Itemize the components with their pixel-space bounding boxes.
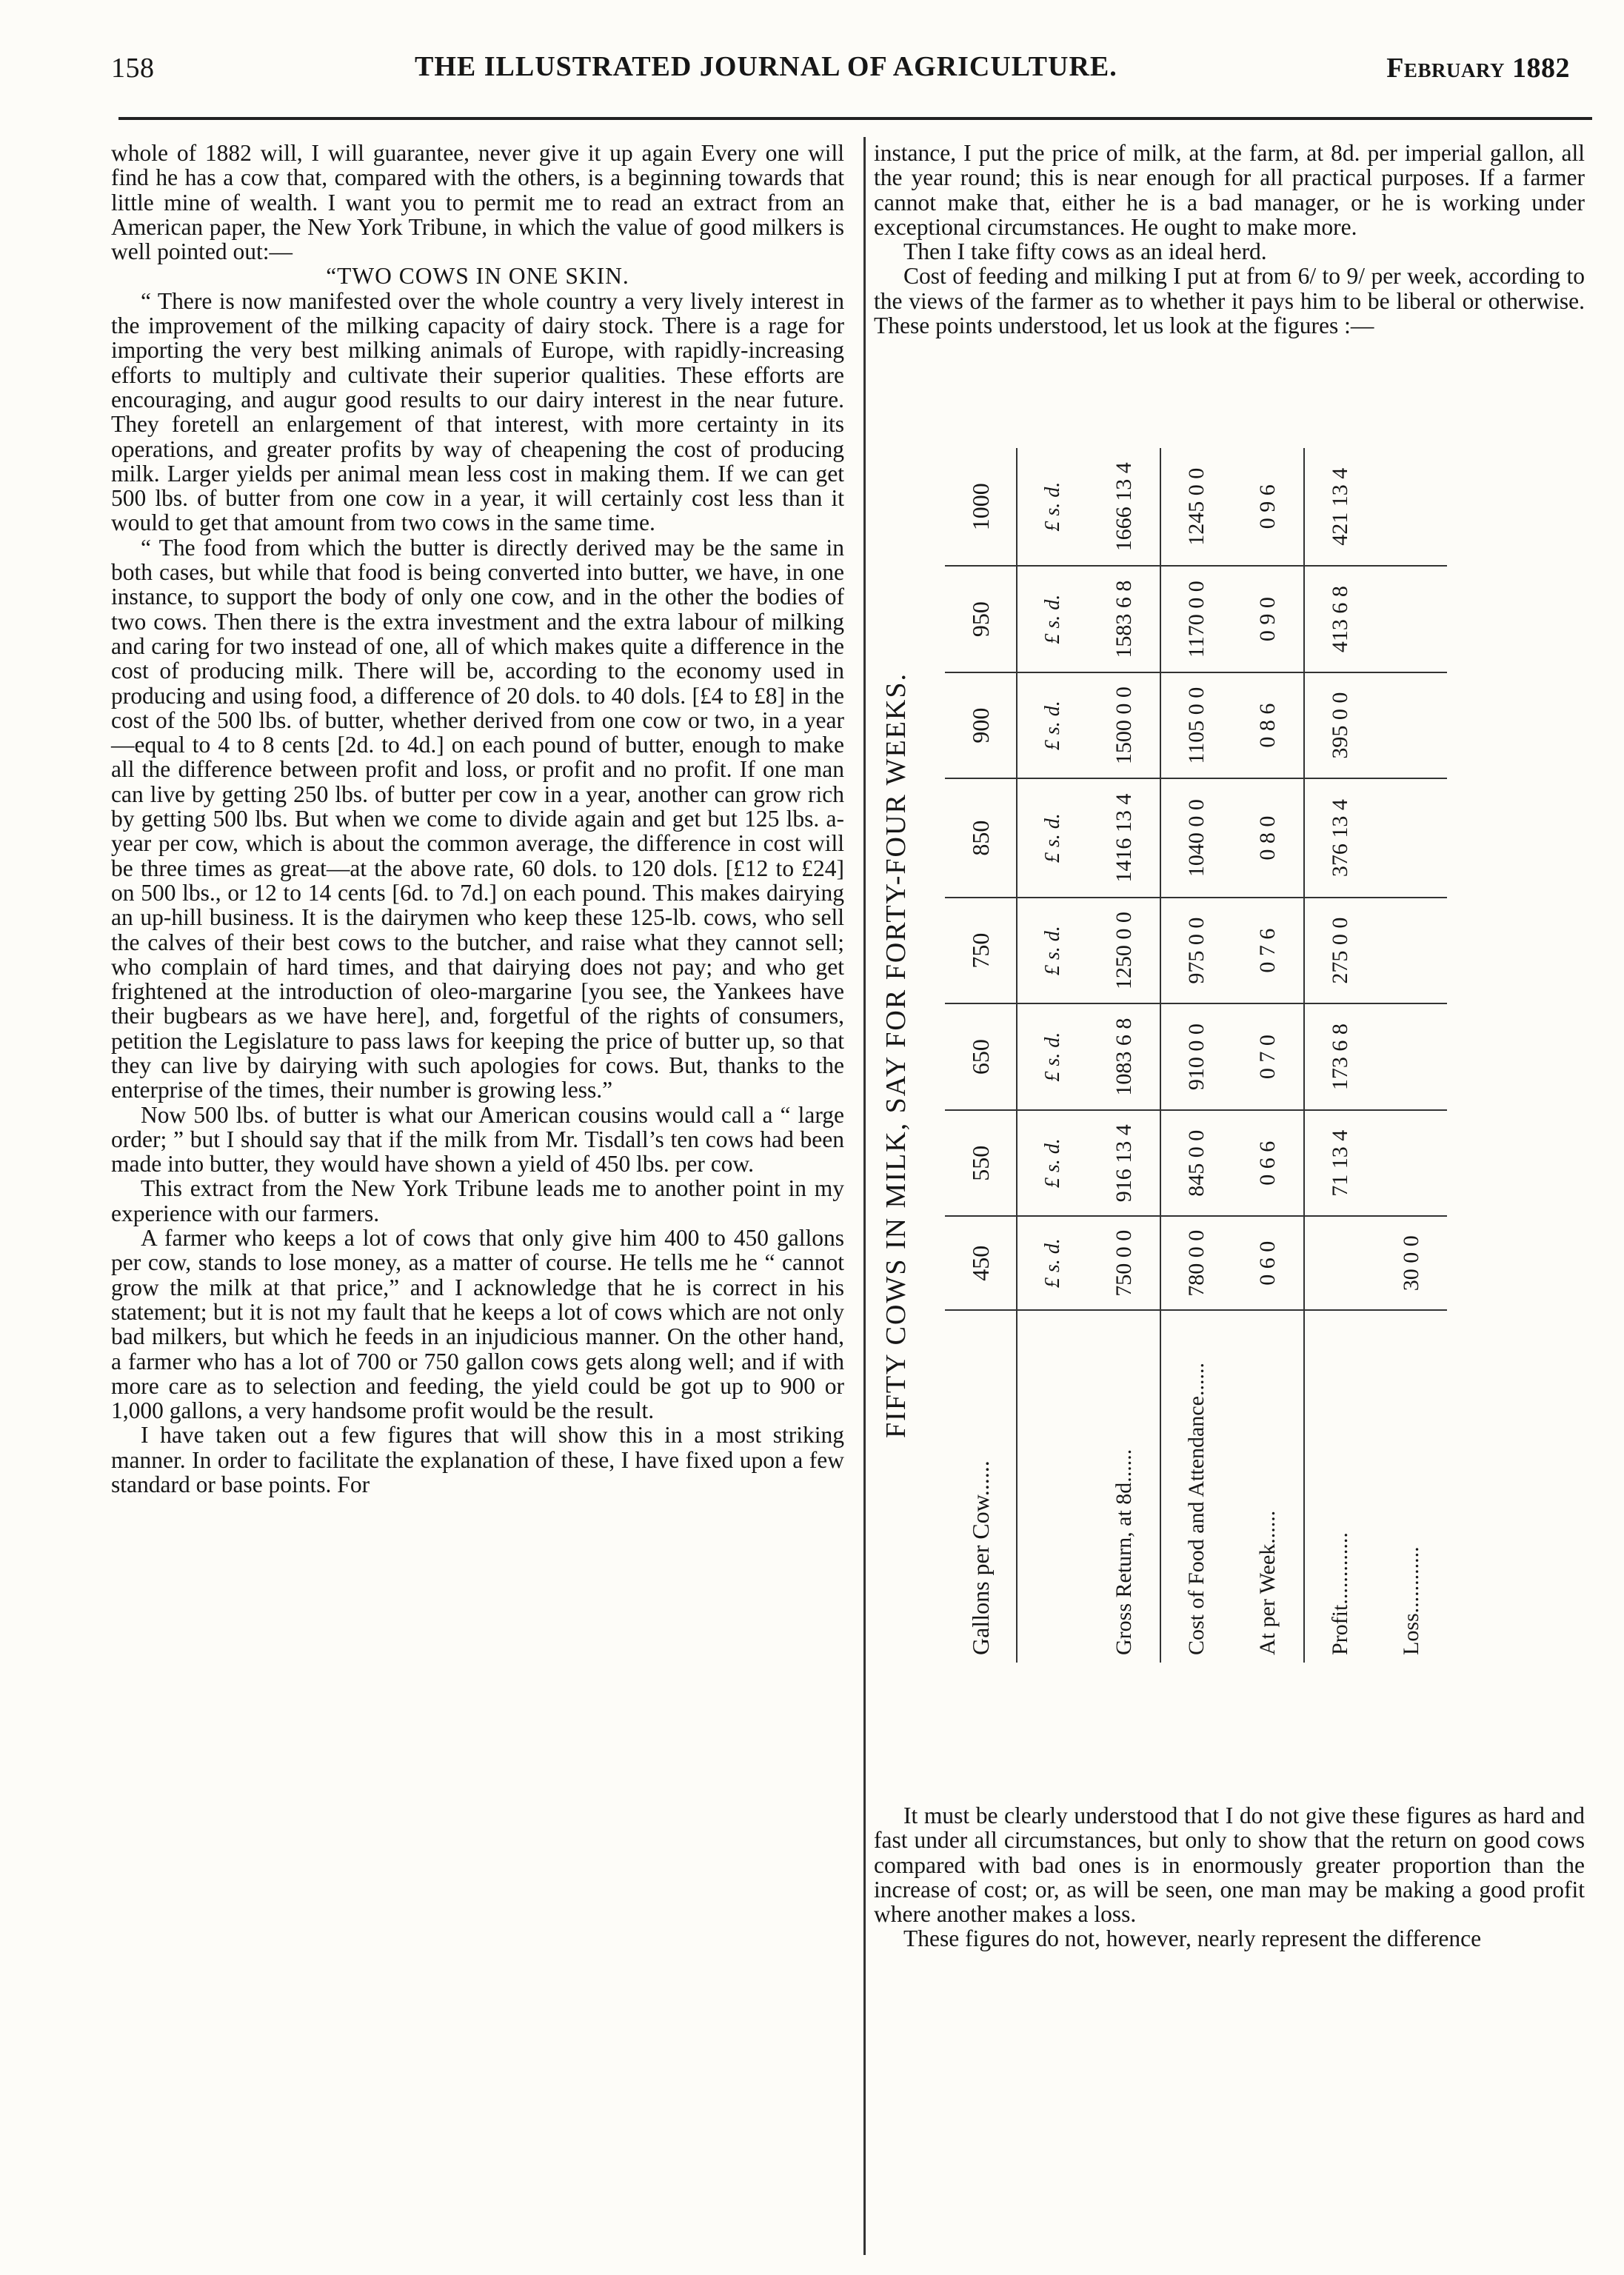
table-cell: 550	[945, 1110, 1017, 1217]
article-subheading: “TWO COWS IN ONE SKIN.	[326, 263, 629, 290]
figures-table-rotated	[874, 448, 1585, 1663]
table-cell: £ s. d.	[1017, 778, 1089, 897]
column-rule	[863, 137, 866, 2255]
row-label: At per Week......	[1232, 1310, 1304, 1663]
table-cell: 1416 13 4	[1089, 778, 1160, 897]
table-cell: 450	[945, 1216, 1017, 1310]
header-rule	[118, 117, 1592, 120]
table-cell: £ s. d.	[1017, 1216, 1089, 1310]
table-cell: 0 9 6	[1232, 448, 1304, 566]
table-cell: 30 0 0	[1376, 1216, 1447, 1310]
figures-table-frame	[874, 448, 1585, 1663]
table-cell: 780 0 0	[1160, 1216, 1232, 1310]
paragraph: It must be clearly understood that I do not give these figures as hard and fast under all circumstances, but only to show that the return on good cows compared with bad ones is in enormously greater proportion than the increase of cost; or, as will be seen, one man may be making a good profit where another makes a loss.	[874, 1803, 1585, 1928]
table-cell: 975 0 0	[1160, 898, 1232, 1004]
table-cell: 950	[945, 566, 1017, 672]
paragraph: Now 500 lbs. of butter is what our American cousins would call a “ large order; ” but I should say that if the milk from Mr. Tisdall’s ten cows had been made into butter, they would have shown a yield of 450 lbs. per cow.	[111, 1101, 844, 1177]
table-cell: £ s. d.	[1017, 672, 1089, 779]
table-cell: £ s. d.	[1017, 566, 1089, 672]
table-cell: 750	[945, 898, 1017, 1004]
table-row-gal	[945, 448, 1017, 1663]
table-cell	[1376, 566, 1447, 672]
table-cell: 376 13 4	[1304, 778, 1376, 897]
row-label: Profit.............	[1328, 1532, 1352, 1655]
table-cell: 916 13 4	[1089, 1110, 1160, 1217]
paragraph: instance, I put the price of milk, at the farm, at 8d. per imperial gallon, all the year round; this is near enough for all practical purposes. If a farmer cannot make that, either he is a bad manager, or he is working under exceptional circumstances. He ought to make more.	[874, 140, 1585, 240]
paragraph: These figures do not, however, nearly represent the difference	[903, 1925, 1482, 1952]
table-cell: 395 0 0	[1304, 672, 1376, 779]
table-cell: £ s. d.	[1017, 1110, 1089, 1217]
paragraph: whole of 1882 will, I will guarantee, never give it up again Every one will find he has a cow that, compared with the others, is a beginning towards that little mine of wealth. I want you to permit me to read an extract from an American paper, the New York Tribune, in which the value of good milkers is well pointed out:—	[111, 140, 844, 265]
table-cell: 750 0 0	[1089, 1216, 1160, 1310]
table-cell	[1376, 1003, 1447, 1110]
table-cell: 71 13 4	[1304, 1110, 1376, 1217]
page-number: 158	[111, 53, 155, 84]
table-cell: 421 13 4	[1304, 448, 1376, 566]
row-label	[1017, 1310, 1089, 1663]
left-column	[111, 141, 844, 1497]
table-cell: 0 6 6	[1232, 1110, 1304, 1217]
table-cell: 1583 6 8	[1089, 566, 1160, 672]
table-cell	[1304, 1216, 1376, 1310]
row-label: Cost of Food and Attendance......	[1184, 1363, 1209, 1655]
paragraph: Then I take fifty cows as an ideal herd.	[903, 238, 1267, 265]
table-cell: 845 0 0	[1160, 1110, 1232, 1217]
table-cell: 1105 0 0	[1160, 672, 1232, 779]
table-cell: 910 0 0	[1160, 1003, 1232, 1110]
paragraph: I have taken out a few figures that will show this in a most striking manner. In order to facilitate the explanation of these, I have fixed upon a few standard or base points. For	[111, 1422, 844, 1498]
table-cell: 0 8 6	[1232, 672, 1304, 779]
table-row-cost	[1160, 448, 1232, 1663]
table-cell: £ s. d.	[1017, 1003, 1089, 1110]
table-cell	[1376, 898, 1447, 1004]
table-cell: 850	[945, 778, 1017, 897]
table-row-lsd	[1017, 448, 1089, 1663]
table-cell: 0 8 0	[1232, 778, 1304, 897]
table-cell	[1376, 448, 1447, 566]
table-cell: 173 6 8	[1304, 1003, 1376, 1110]
page-header	[111, 46, 1570, 98]
row-label: Gross Return, at 8d......	[1089, 1310, 1160, 1663]
table-title: FIFTY COWS IN MILK, SAY FOR FORTY-FOUR WEEKS.	[880, 672, 912, 1438]
table-cell	[1376, 778, 1447, 897]
table-row-gross	[1089, 448, 1160, 1663]
row-label: Loss............	[1399, 1546, 1423, 1655]
issue-date: February 1882	[1386, 53, 1570, 84]
paragraph: “ The food from which the butter is directly derived may be the same in both cases, but while that food is being converted into butter, we have, in one instance, to support the body of only one cow, and in the other the bodies of two cows. Then there is the extra investment and the extra labour of milking and caring for two instead of one, all of which makes quite a difference in the cost of producing milk. There will be, according to the economy used in producing and using food, a difference of 20 dols. to 40 dols. [£4 to £8] in the cost of the 500 lbs. of butter, whether derived from one cow or two, in a year—equal to 4 to 8 cents [2d. to 4d.] on each pound of butter, enough to make all the difference between profit and loss, or profit and no profit. If one man can live by getting 250 lbs. of butter per cow in a year, another can grow rich by getting 500 lbs. But when we come to divide again and get but 125 lbs. a-year per cow, which is about the common average, the difference in cost will be three times as great—at the above rate, 60 dols. to 120 dols. [£12 to £24] on 500 lbs., or 12 to 14 cents [6d. to 7d.] on each pound. This makes dairying an up-hill business. It is the dairymen who keep these 125-lb. cows, who sell the calves of their best cows to the butcher, and raise what they cannot sell; who complain of hard times, and that dairying does not pay; and who get frightened at the introduction of oleo-margarine [you see, the Yankees have their bugbears as we have here], and, forgetful of the rights of consumers, petition the Legislature to pass laws for keeping the price of butter up, so that they can live by dairying with such apologies for cows. But, thanks to the enterprise of the times, their number is growing less.”	[111, 534, 844, 1103]
table-cell: 275 0 0	[1304, 898, 1376, 1004]
figures-table	[945, 448, 1447, 1663]
table-cell: 1666 13 4	[1089, 448, 1160, 566]
table-cell: 1245 0 0	[1160, 448, 1232, 566]
paragraph: This extract from the New York Tribune leads me to another point in my experience with our farmers.	[111, 1175, 844, 1226]
table-cell: 1000	[945, 448, 1017, 566]
table-row-profit	[1304, 448, 1376, 1663]
table-cell: 1083 6 8	[1089, 1003, 1160, 1110]
paragraph: Cost of feeding and milking I put at from 6/ to 9/ per week, according to the views of the farmer as to whether it pays him to be liberal or otherwise. These points understood, let us look at the figures :—	[874, 263, 1585, 339]
table-cell	[1376, 672, 1447, 779]
table-cell: 1040 0 0	[1160, 778, 1232, 897]
table-row-loss	[1376, 448, 1447, 1663]
table-cell: 1500 0 0	[1089, 672, 1160, 779]
table-cell: 1170 0 0	[1160, 566, 1232, 672]
table-cell: £ s. d.	[1017, 898, 1089, 1004]
table-cell: 900	[945, 672, 1017, 779]
row-label: Gallons per Cow......	[945, 1310, 1017, 1663]
column-tail	[874, 1803, 1585, 1951]
table-cell	[1376, 1110, 1447, 1217]
table-cell: 1250 0 0	[1089, 898, 1160, 1004]
table-row-week	[1232, 448, 1304, 1663]
table-cell: 0 7 0	[1232, 1003, 1304, 1110]
table-cell: 0 7 6	[1232, 898, 1304, 1004]
table-cell: 0 6 0	[1232, 1216, 1304, 1310]
table-cell: £ s. d.	[1017, 448, 1089, 566]
paragraph: A farmer who keeps a lot of cows that only give him 400 to 450 gallons per cow, stands to lose money, as a matter of course. He tells me he “ cannot grow the milk at that price,” and I acknowledge that he is correct in his statement; but it is not my fault that he keeps a lot of cows which are not only bad milkers, but which he feeds in an injudicious manner. On the other hand, a farmer who has a lot of 700 or 750 gallon cows gets along well; and if with more care as to selection and feeding, the yield could be got up to 900 or 1,000 gallons, a very handsome profit would be the result.	[111, 1225, 844, 1424]
journal-title: THE ILLUSTRATED JOURNAL OF AGRICULTURE.	[415, 51, 1117, 82]
paragraph: “ There is now manifested over the whole country a very lively interest in the improvement of the milking capacity of dairy stock. There is a rage for importing the very best milking animals of Europe, with rapidly-increasing efforts to multiply and cultivate their superior qualities. These efforts are encouraging, and augur good results to our dairy interest in the near future. They foretell an enlargement of that interest, with more certainty in its operations, and greater profits by way of cheapening the cost of producing milk. Larger yields per animal mean less cost in making them. If we can get 500 lbs. of butter from one cow in a year, it will certainly cost less than it would to get that amount from two cows in the same time.	[111, 287, 844, 536]
table-cell: 413 6 8	[1304, 566, 1376, 672]
table-cell: 0 9 0	[1232, 566, 1304, 672]
table-cell: 650	[945, 1003, 1017, 1110]
